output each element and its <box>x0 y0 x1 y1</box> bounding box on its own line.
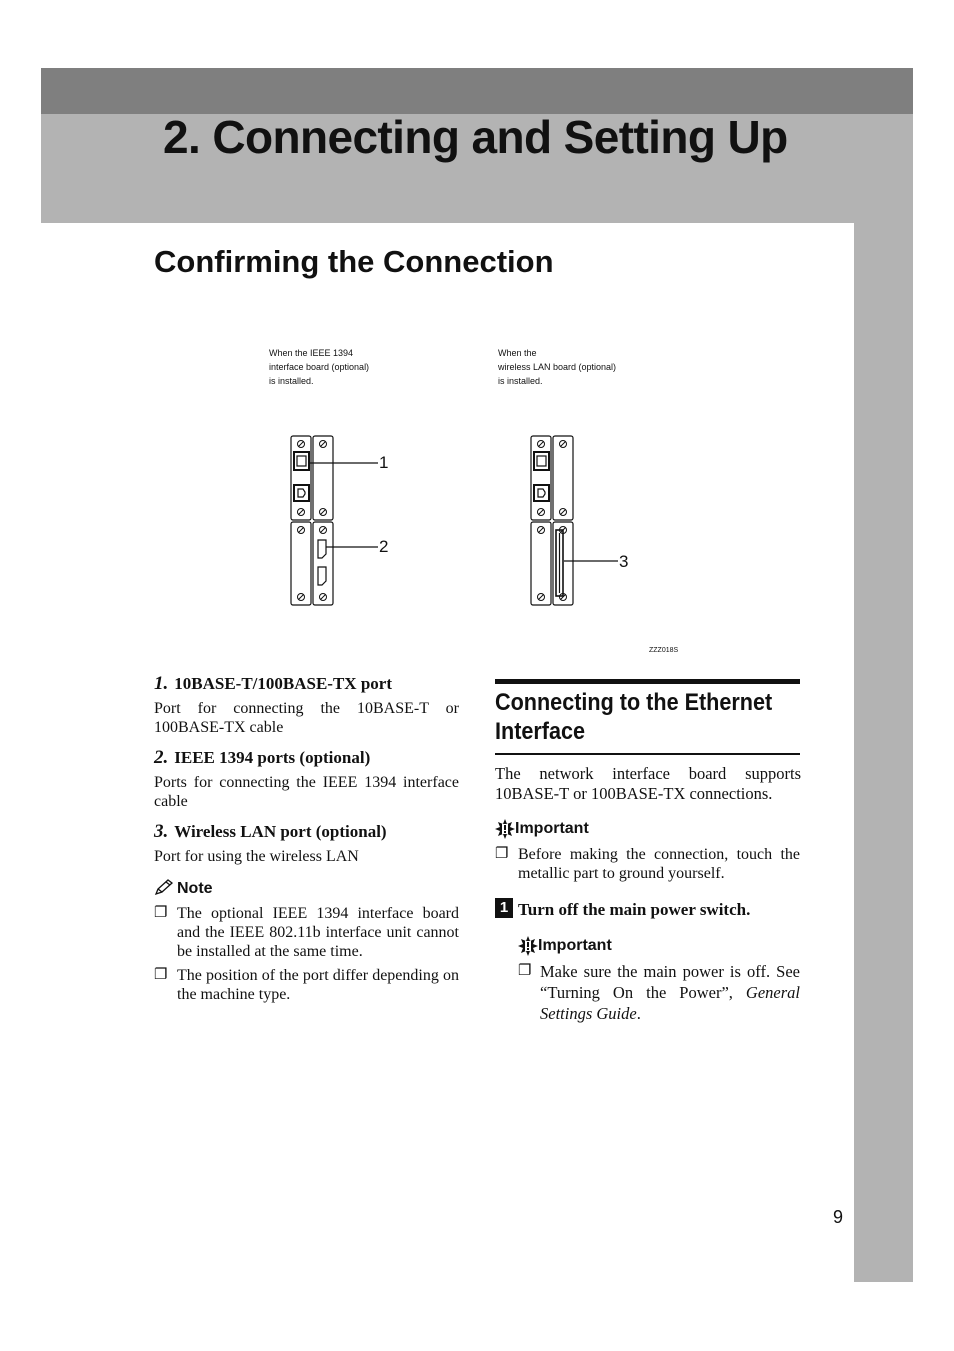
page-number: 9 <box>833 1207 844 1227</box>
item-description: Ports for connecting the IEEE 1394 interface cable <box>154 774 459 810</box>
important-bullet: ❐ Before making the connection, touch the metallic part to ground yourself. <box>495 846 800 882</box>
step-instruction: Turn off the main power switch. <box>518 900 751 919</box>
note-bullet: ❐ The position of the port differ depending on the machine type. <box>154 967 459 1003</box>
subsection-title: Connecting to the Ethernet Interface <box>495 689 773 745</box>
chapter-title: 2. Connecting and Setting Up <box>163 111 788 163</box>
checkbox-bullet-icon: ❐ <box>518 963 532 979</box>
checkbox-bullet-icon: ❐ <box>495 846 509 862</box>
side-tab-bar <box>854 223 913 1282</box>
item-description: Port for connecting the 10BASE-T or 100BASE-TX cable <box>154 700 459 736</box>
chapter-header-band-dark <box>41 68 913 114</box>
important-icon <box>518 936 538 956</box>
pencil-icon <box>154 879 174 896</box>
note-title: Note <box>177 880 213 897</box>
important-heading: Important <box>518 936 612 956</box>
subsection-rule-top <box>495 679 800 684</box>
note-bullet: ❐ The optional IEEE 1394 interface board and the IEEE 802.11b interface unit cannot be installed at the same time. <box>154 905 459 960</box>
callout-2: 2 <box>379 537 389 556</box>
callout-1: 1 <box>379 453 389 472</box>
important-bullet: ❐ Make sure the main power is off. See “Turning On the Power”, General Settings Guide. <box>518 962 800 1023</box>
figure-caption-ieee1394: When the IEEE 1394 interface board (optional) is installed. <box>269 348 370 386</box>
checkbox-bullet-icon: ❐ <box>154 967 168 983</box>
important-heading: Important <box>495 819 589 839</box>
important-icon <box>495 819 515 839</box>
item-heading: 2. IEEE 1394 ports (optional) <box>154 747 371 768</box>
item-description: Port for using the wireless LAN <box>154 848 359 865</box>
wireless-lan-board-illustration <box>528 434 623 609</box>
callout-3: 3 <box>619 552 629 571</box>
section-title: Confirming the Connection <box>154 244 554 279</box>
step-number-badge: 1 <box>495 898 513 918</box>
ethernet-description: The network interface board supports 10BASE-T or 100BASE-TX connections. <box>495 764 801 803</box>
figure-caption-wireless: When the wireless LAN board (optional) is installed. <box>498 348 617 386</box>
figure-code: ZZZ018S <box>649 647 679 654</box>
item-heading: 1. 10BASE-T/100BASE-TX port <box>154 673 392 694</box>
item-heading: 3. Wireless LAN port (optional) <box>154 821 387 842</box>
subsection-rule-bottom <box>495 753 800 755</box>
checkbox-bullet-icon: ❐ <box>154 905 168 921</box>
ieee1394-board-illustration <box>288 434 383 609</box>
